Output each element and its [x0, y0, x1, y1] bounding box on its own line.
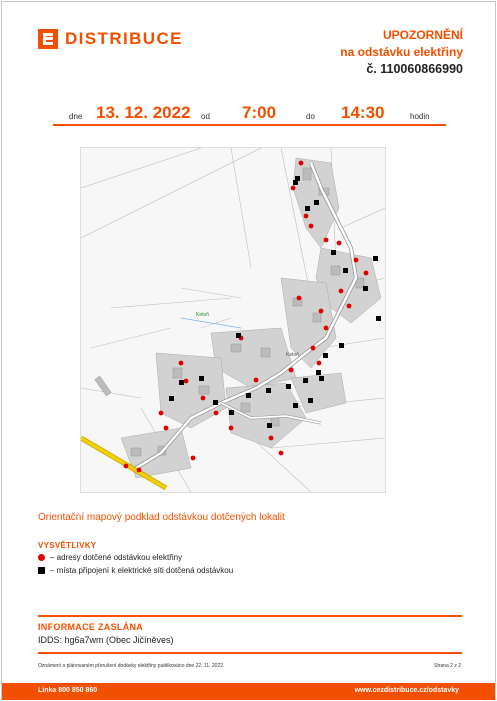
- hotline: Linka 800 850 860: [38, 687, 98, 694]
- brand-name: DISTRIBUCE: [65, 29, 183, 48]
- footer-link[interactable]: www.cezdistribuce.cz/odstavky: [354, 687, 459, 694]
- legend-item-address: [38, 553, 182, 562]
- map-caption: Orientační mapový podklad odstávkou dotčených lokalit: [38, 512, 285, 523]
- village-label: Ketoň: [286, 352, 300, 358]
- info-title: INFORMACE ZASLÁNA: [38, 622, 144, 632]
- outage-date: 13. 12. 2022: [96, 103, 191, 122]
- outage-from: 7:00: [242, 103, 277, 122]
- section-divider: [38, 615, 462, 617]
- map-svg: [81, 148, 385, 492]
- logo: [38, 29, 183, 49]
- cez-logo-icon: [38, 29, 58, 49]
- from-label: od: [201, 112, 210, 121]
- outage-schedule: [53, 102, 446, 126]
- black-square-icon: [38, 567, 45, 574]
- footer-bar: [2, 683, 495, 700]
- red-dot-icon: [38, 554, 45, 561]
- notice-title: UPOZORNĚNÍ: [382, 28, 463, 42]
- legend-connection-text: – místa připojení k elektrické síti dotčená odstávkou: [50, 566, 234, 575]
- info-text: IDDS: hg6a7wm (Obec Jičíněves): [38, 635, 174, 645]
- notice-subtitle: na odstávku elektřiny: [340, 45, 463, 59]
- hours-label: hodin: [410, 112, 430, 121]
- notice-number: č. 110060866990: [366, 62, 463, 76]
- field-label: Ketoň: [196, 312, 210, 318]
- publication-note: Oznámení o plánovaném přerušení dodávky elektřiny publikováno dne 22. 11. 2022.: [38, 663, 225, 669]
- notice-header: [340, 27, 463, 78]
- legend-address-text: – adresy dotčené odstávkou elektřiny: [50, 553, 183, 562]
- legend-title: VYSVĚTLIVKY: [38, 541, 97, 550]
- date-label: dne: [69, 112, 83, 121]
- section-divider: [38, 652, 462, 654]
- outage-to: 14:30: [341, 103, 385, 122]
- outage-map: [80, 147, 386, 493]
- page-number: Strana 2 z 2: [434, 663, 461, 669]
- to-label: do: [306, 112, 315, 121]
- legend-item-connection: [38, 566, 233, 575]
